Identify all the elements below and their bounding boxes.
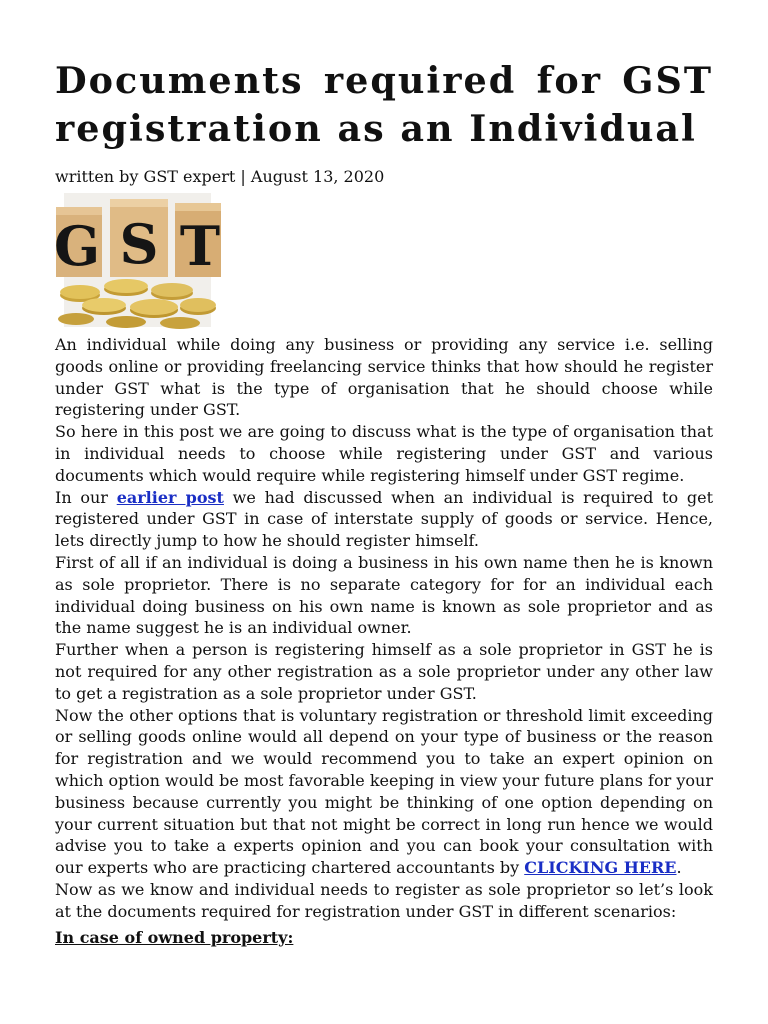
block-letter-g: G: [53, 214, 101, 278]
paragraph: [55, 487, 713, 552]
block-letter-t: T: [179, 214, 221, 278]
paragraph: [55, 705, 713, 879]
article-meta: written by GST expert | August 13, 2020: [55, 167, 385, 186]
section-subheading: In case of owned property:: [55, 927, 294, 947]
paragraph-text: Now the other options that is voluntary registration or threshold limit exceeding or selling goods online would all depend on your type of business or the reason for registration and we would recommend you to take an expert opinion on which option would be most favorable keeping in view your future plans for your business because currently you might be thinking of one option depending on your current situation but that not might be correct in long run hence we would advise you to take a experts opinion and you can book your consultation with our experts who are practicing chartered accountants by: [55, 705, 713, 878]
paragraph: An individual while doing any business or providing any service i.e. selling goods online or providing freelancing service thinks that how should he register under GST what is the type of organisation that he should choose while registering under GST.: [55, 335, 713, 420]
article-title: Documents required for GST registration as an Individual: [55, 59, 713, 150]
article-body: [55, 334, 713, 948]
paragraph: So here in this post we are going to discuss what is the type of organisation that in individual needs to choose while registering under GST and various documents which would require while registering himself under GST regime.: [55, 422, 713, 485]
earlier-post-link[interactable]: earlier post: [116, 487, 224, 507]
paragraph-text: we had discussed when an individual is required to get registered under GST in case of interstate supply of goods or service. Hence, lets directly jump to how he should register himself.: [55, 487, 713, 551]
clicking-here-link[interactable]: CLICKING HERE: [524, 858, 677, 878]
block-letter-s: S: [119, 212, 159, 276]
paragraph: Now as we know and individual needs to register as sole proprietor so let’s look at the documents required for registration under GST in different scenarios:: [55, 879, 713, 921]
gst-image: [53, 193, 221, 327]
paragraph-text: In our: [55, 487, 117, 507]
paragraph-text: .: [676, 858, 682, 878]
paragraph: First of all if an individual is doing a business in his own name then he is known as sole proprietor. There is no separate category for for an individual each individual doing business on his own name is known as sole proprietor and as the name suggest he is an individual owner.: [55, 552, 713, 638]
paragraph: Further when a person is registering himself as a sole proprietor in GST he is not required for any other registration as a sole proprietor under any other law to get a registration as a sole proprietor under GST.: [55, 640, 713, 703]
